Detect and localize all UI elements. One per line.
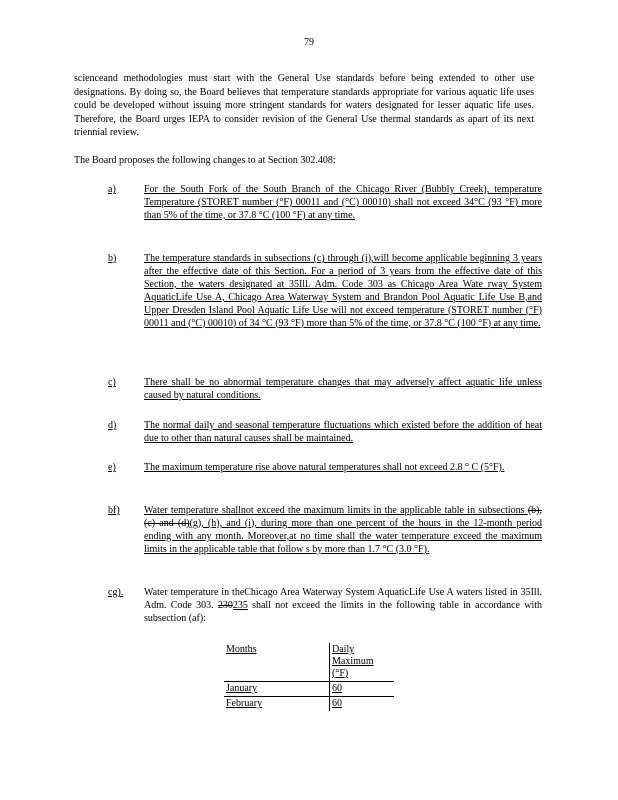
- table-header-daily-max-text: Daily Maximum (°F): [332, 644, 374, 679]
- subsection-f-struck-text: (b), (c) and (d): [144, 505, 542, 529]
- table-cell-month-text: February: [226, 698, 263, 709]
- subsection-f-part1: Water temperature shallnot exceed the maximum limits in the applicable table in subsections: [144, 505, 528, 516]
- subsection-e-label: e): [108, 462, 116, 473]
- table-cell-month: [224, 697, 330, 712]
- subsection-g-struck-number: 230: [217, 599, 233, 611]
- subsection-e-body: The maximum temperature rise above natural temperatures shall not exceed 2.8 ° C (5°F).: [144, 462, 505, 473]
- table-header-months: [224, 643, 330, 682]
- intro-paragraph: scienceand methodologies must start with the General Use standards before being extended to other use designations. By doing so, the Board believes that temperature standards appropriate for various aquatic life uses could be developed without issuing more stringent standards for waters designated for lesser aquatic life uses. Therefore, the Board urges IEPA to consider revision of the General Use thermal standards as apart of its next triennial review.: [74, 73, 534, 138]
- subsection-c-label: c): [108, 377, 116, 388]
- subsection-d-body: The normal daily and seasonal temperature fluctuations which existed before the addition of heat due to other than natural causes shall be maintained.: [144, 420, 542, 444]
- table-header-row: [224, 643, 394, 682]
- subsection-b-label: b): [108, 253, 117, 264]
- subsection-a-label: a): [108, 184, 116, 195]
- subsection-f-text: [144, 505, 542, 557]
- temperature-limits-table: [224, 643, 394, 711]
- subsection-c-body: There shall be no abnormal temperature changes that may adversely affect aquatic life unless caused by natural conditions.: [144, 377, 542, 401]
- subsection-d-text: [144, 420, 542, 446]
- subsection-c: [108, 377, 548, 403]
- table-row: [224, 697, 394, 712]
- subsection-a-body: For the South Fork of the South Branch of the Chicago River (Bubbly Creek), temperature Temperature (STORET number (°F) 00011 and (°C) 00010) shall not exceed 34°C (93 °F) more than 5% of the time, or 37.8 °C (100 °F) at any time.: [144, 184, 542, 221]
- subsection-d: [108, 420, 548, 446]
- subsection-a-text: [144, 184, 542, 223]
- subsection-g: [108, 587, 548, 626]
- subsection-c-text: [144, 377, 542, 403]
- subsection-f-label: bf): [108, 505, 120, 516]
- subsection-f-part3: (g), (h), and (i), during more than one percent of the hours in the 12-month period ending with any month. Moreover,at no time shall the water temperature exceed the maximum limits in the applicable table that follow s by more than 1.7 °C (3.0 °F).: [144, 517, 542, 555]
- table-cell-value: [330, 682, 395, 697]
- subsection-g-label: cg).: [108, 587, 124, 598]
- subsection-e: [108, 462, 548, 475]
- subsection-g-part4: shall not exceed the limits in the following table in accordance with subsection (af):: [144, 599, 542, 624]
- subsection-e-text: [144, 462, 542, 475]
- table-cell-value-text: 60: [332, 683, 342, 694]
- subsection-g-new-number: 235: [232, 599, 248, 611]
- subsection-g-part1: Water temperature in theChicago Area Waterway System AquaticLife Use A waters listed in 35Ill. Adm. Code 303.: [144, 587, 542, 611]
- subsection-f: [108, 505, 548, 557]
- table-cell-month-text: January: [226, 683, 258, 694]
- page-number: 79: [304, 37, 314, 48]
- table-cell-value-text: 60: [332, 698, 342, 709]
- subsection-b-body: The temperature standards in subsections (c) through (i),will become applicable beginning 3 years after the effective date of this Section. For a period of 3 years from the effective date of this Section, the waters designated at 35Ill. Adm. Code 303 as Chicago Area Wate rway System AquaticLife Use A, Chicago Area Waterway System and Brandon Pool Aquatic Life Use B,and Upper Dresden Island Pool Aquatic Life Use will not exceed temperature (STORET number (°F) 00011 and (°C) 00010) of 34 °C (93 °F) more than 5% of the time, or 37.8 °C (100 °F) at any time.: [144, 253, 542, 329]
- table-header-months-text: Months: [226, 644, 257, 655]
- table-cell-month: [224, 682, 330, 697]
- proposal-sentence: The Board proposes the following changes to at Section 302.408:: [74, 155, 336, 166]
- table-header-daily-max: [330, 643, 395, 682]
- subsection-b-text: [144, 253, 542, 330]
- subsection-a: [108, 184, 548, 223]
- subsection-g-text: [144, 587, 542, 626]
- table-cell-value: [330, 697, 395, 712]
- table-row: [224, 682, 394, 697]
- subsection-b: [108, 253, 548, 330]
- subsection-d-label: d): [108, 420, 117, 431]
